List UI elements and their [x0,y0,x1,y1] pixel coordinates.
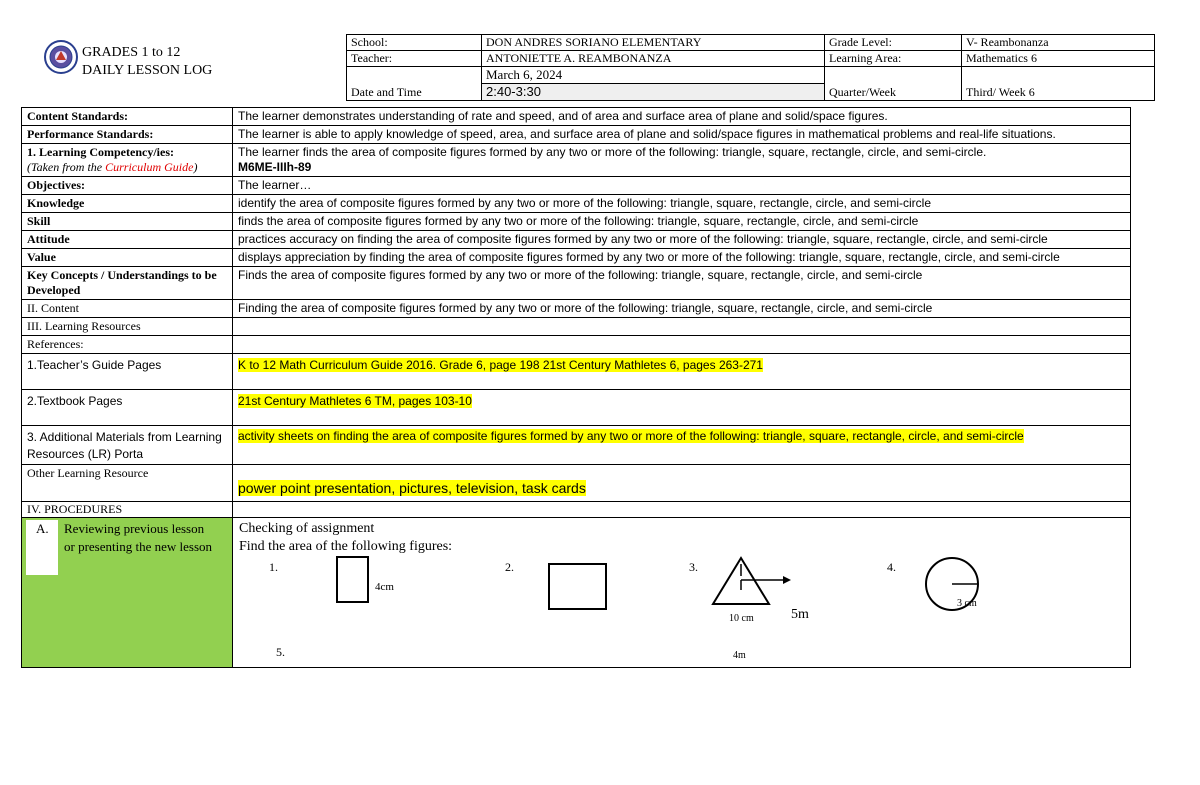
figure-3-side: 5m [791,607,809,622]
table-row [22,465,1131,502]
competency-code: M6ME-IIIh-89 [238,160,312,174]
table-row [22,336,1131,354]
table-row [22,354,1131,390]
table-row [22,249,1131,267]
table-row [22,108,1131,126]
figures-area [239,556,1124,662]
curriculum-guide-text: Curriculum Guide [105,160,194,174]
knowledge-text: identify the area of composite figures formed by any two or more of the following: triangle, square, rectangle, circle, and semi-circle [233,195,1131,213]
table-row [22,300,1131,318]
header-info-table [346,34,1155,101]
procedure-a-letter: A. [26,520,58,575]
content-standards-text: The learner demonstrates understanding of rate and speed, and of area and surface area of plane and solid/space figures. [233,108,1131,126]
attitude-label: Attitude [22,231,233,249]
references-empty-cell [233,336,1131,354]
figure-3-base: 10 cm [729,613,754,624]
content-text: Finding the area of composite figures formed by any two or more of the following: triangle, square, rectangle, circle, and semi-circle [233,300,1131,318]
teacher-value: ANTONIETTE A. REAMBONANZA [482,51,825,67]
date-label: Date and Time [347,67,482,101]
tg-cell [233,354,1131,390]
date-value: March 6, 2024 [482,67,824,84]
competency-label-cell [22,144,233,177]
lr-label: 3. Additional Materials from Learning Resources (LR) Porta [22,426,233,465]
title-line-2: DAILY LESSON LOG [82,63,213,78]
figure-3-number: 3. [689,560,698,574]
skill-text: finds the area of composite figures formed by any two or more of the following: triangle, square, rectangle, circle, and semi-circle [233,213,1131,231]
find-area-text: Find the area of the following figures: [239,539,453,554]
time-value: 2:40-3:30 [482,84,824,100]
performance-label: Performance Standards: [22,126,233,144]
value-text: displays appreciation by finding the area of composite figures formed by any two or more of the following: triangle, square, rectangle, circle, and semi-circle [233,249,1131,267]
procedure-a-item [26,520,228,575]
competency-cell [233,144,1131,177]
grade-value: V- Reambonanza [962,35,1155,51]
area-label: Learning Area: [825,51,962,67]
table-row [22,213,1131,231]
procedure-a-content [233,518,1131,668]
tb-text: 21st Century Mathletes 6 TM, pages 103-10 [238,394,472,408]
table-row [22,390,1131,426]
lr-text: activity sheets on finding the area of composite figures formed by any two or more of the following: triangle, square, rectangle, circle, and semi-circle [238,429,1024,443]
concepts-text: Finds the area of composite figures formed by any two or more of the following: triangle, square, rectangle, circle, and semi-circle [233,267,1131,300]
procedures-label: IV. PROCEDURES [22,502,233,518]
other-cell [233,465,1131,502]
skill-label: Skill [22,213,233,231]
quarter-label: Quarter/Week [825,67,962,101]
procedures-empty-cell [233,502,1131,518]
figure-4-radius: 3 cm [957,598,977,609]
tg-label: 1.Teacher’s Guide Pages [22,354,233,390]
competency-source-a: (Taken from the [27,160,106,174]
checking-text: Checking of assignment [239,521,375,536]
content-label: II. Content [22,300,233,318]
procedure-a-label: Reviewing previous lesson or presenting the new lesson [64,521,213,554]
figure-1-rectangle [336,556,369,603]
resources-label: III. Learning Resources [22,318,233,336]
table-row [22,318,1131,336]
deped-seal-logo [44,40,78,74]
lesson-log-table [21,107,1131,668]
other-label: Other Learning Resource [22,465,233,502]
references-label: References: [22,336,233,354]
tg-text: K to 12 Math Curriculum Guide 2016. Grade 6, page 198 21st Century Mathletes 6, pages 263-271 [238,358,763,372]
competency-label: 1. Learning Competency/ies: [27,145,174,159]
table-row [22,267,1131,300]
figure-5-dimension: 4m [733,650,746,661]
other-text: power point presentation, pictures, television, task cards [238,480,586,496]
table-row [22,426,1131,465]
school-value: DON ANDRES SORIANO ELEMENTARY [482,35,825,51]
resources-empty-cell [233,318,1131,336]
table-row [22,231,1131,249]
figure-1-number: 1. [269,560,278,574]
tb-cell [233,390,1131,426]
competency-source-c: ) [193,160,198,174]
objectives-label: Objectives: [22,177,233,195]
competency-text: The learner finds the area of composite figures formed by any two or more of the following: triangle, square, rectangle, circle, and semi-circle. [238,145,987,159]
value-label: Value [22,249,233,267]
tb-label: 2.Textbook Pages [22,390,233,426]
attitude-text: practices accuracy on finding the area of composite figures formed by any two or more of the following: triangle, square, rectangle, circle, and semi-circle [233,231,1131,249]
table-row [22,518,1131,668]
competency-source [27,160,227,175]
teacher-label: Teacher: [347,51,482,67]
knowledge-label: Knowledge [22,195,233,213]
concepts-label: Key Concepts / Understandings to be Developed [22,267,233,300]
school-label: School: [347,35,482,51]
table-row [22,502,1131,518]
procedure-a-cell [22,518,233,668]
figure-3-triangle [709,556,799,608]
grade-label: Grade Level: [825,35,962,51]
document-title [82,44,212,80]
date-time-cell [482,67,825,101]
figure-2-number: 2. [505,560,514,574]
figure-2-rectangle [548,563,607,610]
figure-5-number: 5. [276,645,285,659]
figure-1-dimension: 4cm [375,581,394,593]
area-value: Mathematics 6 [962,51,1155,67]
table-row [22,144,1131,177]
performance-text: The learner is able to apply knowledge of speed, area, and surface area of plane and solid/space figures in mathematical problems and real-life situations. [233,126,1131,144]
quarter-value: Third/ Week 6 [962,67,1155,101]
lr-cell [233,426,1131,465]
objectives-text: The learner… [233,177,1131,195]
figure-4-number: 4. [887,560,896,574]
table-row [22,126,1131,144]
table-row [22,195,1131,213]
table-row [22,177,1131,195]
title-line-1: GRADES 1 to 12 [82,45,181,60]
content-standards-label: Content Standards: [22,108,233,126]
